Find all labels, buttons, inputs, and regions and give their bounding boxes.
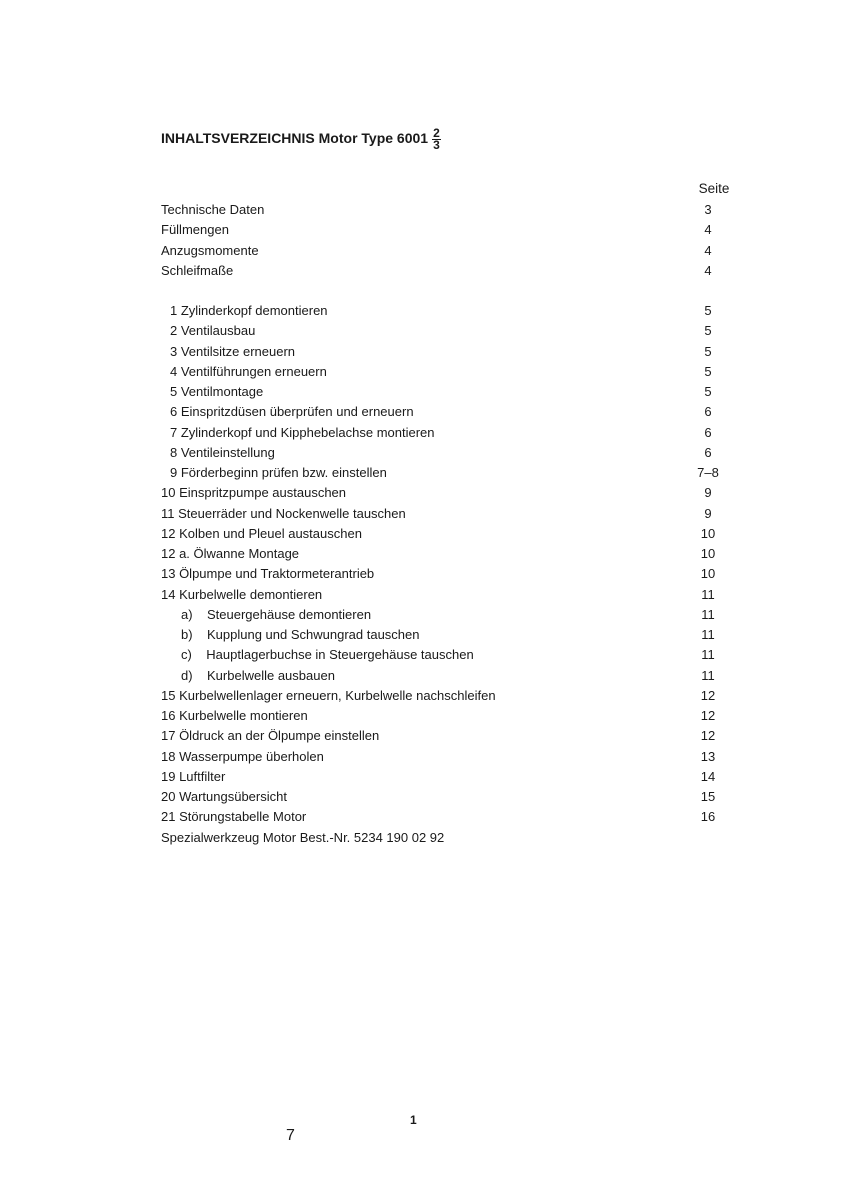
toc-entry-page: 14 [700,768,716,784]
toc-entry-page: 4 [704,262,712,278]
type-fraction [432,128,441,151]
toc-entry-label: 14 Kurbelwelle demontieren [161,586,323,602]
toc-entry-label: 13 Ölpumpe und Traktormeterantrieb [161,566,375,582]
toc-entry-page: 15 [700,789,716,804]
toc-entry [161,546,738,566]
toc-entry [161,526,738,546]
toc-entry [161,809,738,829]
footer-page-number: 7 [286,1127,295,1144]
toc-entry-page: 13 [700,748,716,764]
toc-entry-label: Schleifmaße [161,262,234,278]
toc-entry-page: 11 [701,647,715,663]
toc-entry-page: 9 [704,505,712,521]
toc-entry-page: 11 [701,667,715,683]
toc-entry-page: 3 [704,202,712,217]
toc-entry-label: 19 Luftfilter [161,768,226,784]
toc-entry [161,830,738,850]
toc-entry-label: 18 Wasserpumpe überholen [161,748,324,764]
toc-entry-label: 7 Zylinderkopf und Kipphebelachse montieren [170,424,435,440]
toc-entry-page: 12 [700,687,716,703]
toc-entry-label: Anzugsmomente [161,242,259,258]
toc-entry [161,263,738,283]
toc-entry [161,202,738,222]
toc-entry-label: 21 Störungstabelle Motor [161,809,307,825]
toc-entry [161,647,738,667]
toc-entry-label: 17 Öldruck an der Ölpumpe einstellen [161,728,380,744]
toc-entry [161,668,738,688]
fraction-numerator: 2 [433,126,440,140]
toc-entry [161,688,738,708]
toc-entry-label: a) Steuergehäuse demontieren [181,606,372,622]
toc-entry-page: 5 [704,303,712,318]
toc-entry-page: 4 [704,222,712,238]
toc-entry [161,243,738,263]
toc-entry [161,566,738,586]
toc-entry-page: 10 [700,525,716,541]
toc-entry-page: 6 [704,424,712,440]
toc-entry-page: 5 [704,363,712,379]
toc-entry-page: 7–8 [697,465,719,480]
page-column-header: Seite [698,181,730,196]
toc-entry-label: 4 Ventilführungen erneuern [170,363,327,379]
toc-entry-label: 5 Ventilmontage [170,384,264,399]
toc-entry-label: d) Kurbelwelle ausbauen [181,667,335,683]
toc-entry-page: 5 [704,384,712,399]
toc-entry-label: 1 Zylinderkopf demontieren [170,303,328,318]
toc-entry [161,445,738,465]
toc-entry-label: 6 Einspritzdüsen überprüfen und erneuern [170,404,414,420]
toc-entry [161,485,738,505]
toc-entry-page: 10 [700,546,716,561]
toc-entry-label: 3 Ventilsitze erneuern [170,343,296,359]
toc-entry [161,627,738,647]
toc-entry [161,364,738,384]
toc-entry-label: b) Kupplung und Schwungrad tauschen [181,627,420,642]
toc-entry-page: 11 [701,606,715,622]
toc-entry [161,404,738,424]
toc-entry-page: 11 [701,586,715,602]
toc-entry [161,769,738,789]
toc-entry-label: 8 Ventileinstellung [170,444,275,460]
toc-entry [161,587,738,607]
toc-entry [161,607,738,627]
toc-entry-label: c) Hauptlagerbuchse in Steuergehäuse tauschen [181,647,474,663]
toc-entry [161,344,738,364]
toc-entry-label: 2 Ventilausbau [170,323,256,339]
footer-page-mark: 1 [410,1113,417,1127]
toc-entry-label: Füllmengen [161,222,229,238]
toc-entry [161,384,738,404]
page-title [161,126,441,152]
toc-entry-label: 12 Kolben und Pleuel austauschen [161,525,362,541]
toc-entry [161,789,738,809]
toc-entry-label: 15 Kurbelwellenlager erneuern, Kurbelwelle nachschleifen [161,687,496,703]
toc-entry-page: 4 [704,242,712,258]
toc-entry-page: 5 [704,343,712,359]
toc-entry-page: 9 [704,485,712,501]
toc-entry-page: 6 [704,404,712,420]
title-text: INHALTSVERZEICHNIS Motor Type 6001 [161,130,429,146]
toc-entry-label: Technische Daten [161,202,265,217]
toc-entry [161,303,738,323]
toc-entry-label: 20 Wartungsübersicht [161,789,287,804]
toc-entry-label: 12 a. Ölwanne Montage [161,546,300,561]
toc-entry [161,323,738,343]
toc-entry-label: 9 Förderbeginn prüfen bzw. einstellen [170,465,387,480]
toc-entry-page: 5 [704,323,712,339]
toc-entry [161,222,738,242]
toc-entry-page: 12 [700,708,716,723]
toc-entry-label: 11 Steuerräder und Nockenwelle tauschen [161,505,406,521]
toc-entry-page: 11 [701,627,715,642]
toc-entry [161,749,738,769]
toc-entry-label: Spezialwerkzeug Motor Best.-Nr. 5234 190 02 92 [161,829,445,845]
toc-entry-label: 10 Einspritzpumpe austauschen [161,485,347,501]
fraction-denominator: 3 [433,138,440,152]
toc-entry [161,506,738,526]
toc-entry [161,708,738,728]
toc-entry-page: 16 [700,809,716,825]
toc-entry [161,425,738,445]
toc-entry [161,465,738,485]
toc-entry-page: 6 [704,444,712,460]
toc-entry [161,728,738,748]
toc-entry-label: 16 Kurbelwelle montieren [161,708,308,723]
toc-entry-page: 10 [700,566,716,582]
toc-entry-page: 12 [700,728,716,744]
